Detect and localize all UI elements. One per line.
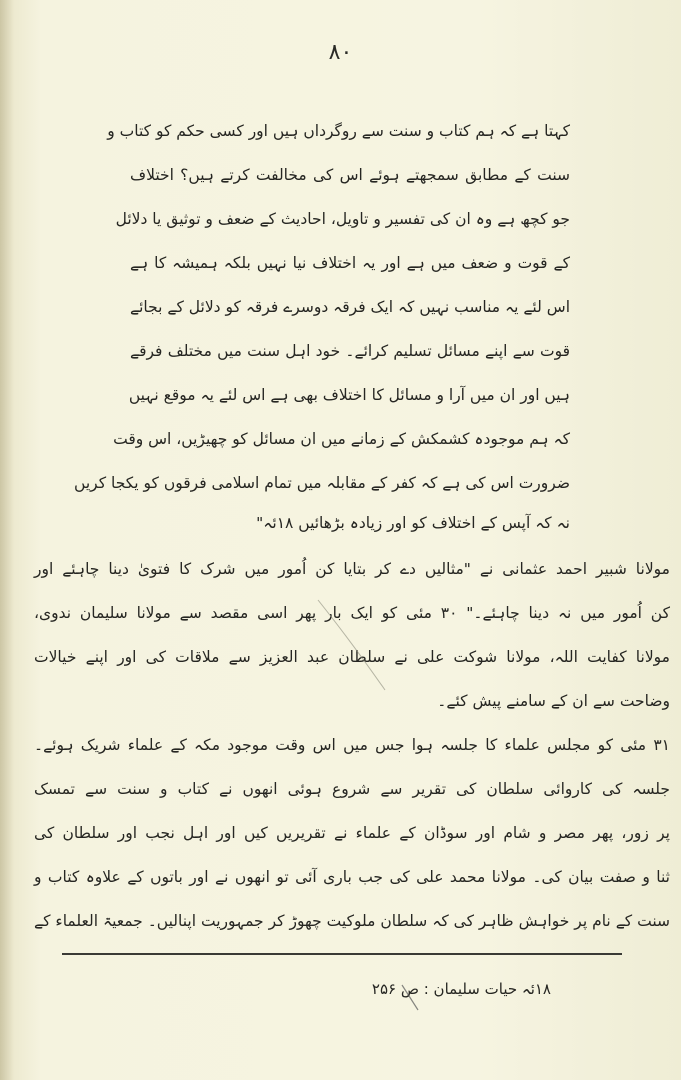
spine-shadow (0, 0, 14, 1080)
page-number: ۸۰ (328, 40, 353, 65)
quote-line: کہ ہم موجودہ کشمکش کے زمانے میں ان مسائل کو چھیڑیں، اس وقت (113, 430, 570, 448)
quote-line: قوت سے اپنے مسائل تسلیم کرائے۔ خود اہل سنت میں مختلف فرقے (130, 342, 570, 360)
quote-line: جو کچھ ہے وہ ان کی تفسیر و تاویل، احادیث کے ضعف و توثیق یا دلائل (115, 210, 570, 228)
quote-line: کہتا ہے کہ ہم کتاب و سنت سے روگرداں ہیں اور کسی حکم کو کتاب و (107, 122, 570, 140)
body-line: کن اُمور میں نہ دینا چاہئے۔" ۳۰ مئی کو ایک بار پھر اسی مقصد سے مولانا سلیمان ندوی، (34, 604, 670, 622)
quote-line: کے قوت و ضعف میں ہے اور یہ اختلاف نیا نہیں بلکہ ہمیشہ کا ہے (130, 254, 570, 272)
footnote-separator (62, 953, 622, 955)
quote-line: سنت کے مطابق سمجھتے ہوئے اس کی مخالفت کرتے ہیں؟ اختلاف (130, 166, 570, 184)
quote-line: اس لئے یہ مناسب نہیں کہ ایک فرقہ دوسرے فرقہ کو دلائل کے بجائے (130, 298, 570, 316)
body-line: سنت کے نام پر خواہش ظاہر کی کہ سلطان ملوکیت چھوڑ کر جمہوریت اپنالیں۔ جمعیۃ العلماء کے (34, 912, 670, 930)
quote-line: ہیں اور ان میں آرا و مسائل کا اختلاف بھی ہے اس لئے یہ موقع نہیں (128, 386, 570, 404)
body-line: مولانا کفایت اللہ، مولانا شوکت علی نے سلطان عبد العزیز سے ملاقات کی اور اپنے خیالات (34, 648, 670, 666)
body-line: ثنا و صفت بیان کی۔ مولانا محمد علی کی جب باری آئی تو انھوں نے اور باتوں کے علاوہ کتاب و (34, 868, 670, 886)
body-line: پر زور، پھر مصر و شام اور سوڈان کے علماء نے تقریریں کیں اور اہل نجب اور سلطان کی (34, 824, 670, 842)
body-line: جلسہ کی کاروائی سلطان کی تقریر سے شروع ہوئی انھوں نے کتاب و سنت سے تمسک (34, 780, 670, 798)
body-line: ۳۱ مئی کو مجلس علماء کا جلسہ ہوا جس میں اس وقت موجود مکہ کے علماء شریک ہوئے۔ (34, 736, 670, 754)
footnote: ۱۸ئہ حیات سلیمان : ص ۲۵۶ (371, 980, 551, 998)
body-line: وضاحت سے ان کے سامنے پیش کئے۔ (437, 692, 670, 710)
quote-line: ضرورت اس کی ہے کہ کفر کے مقابلہ میں تمام اسلامی فرقوں کو یکجا کریں (74, 474, 570, 492)
body-line: مولانا شبیر احمد عثمانی نے "مثالیں دے کر بتایا کن اُمور میں شرک کا فتویٰ دینا چاہئے اور (34, 560, 670, 578)
quote-line: نہ کہ آپس کے اختلاف کو اور زیادہ بڑھائیں ۱۸ئہ" (256, 514, 570, 532)
